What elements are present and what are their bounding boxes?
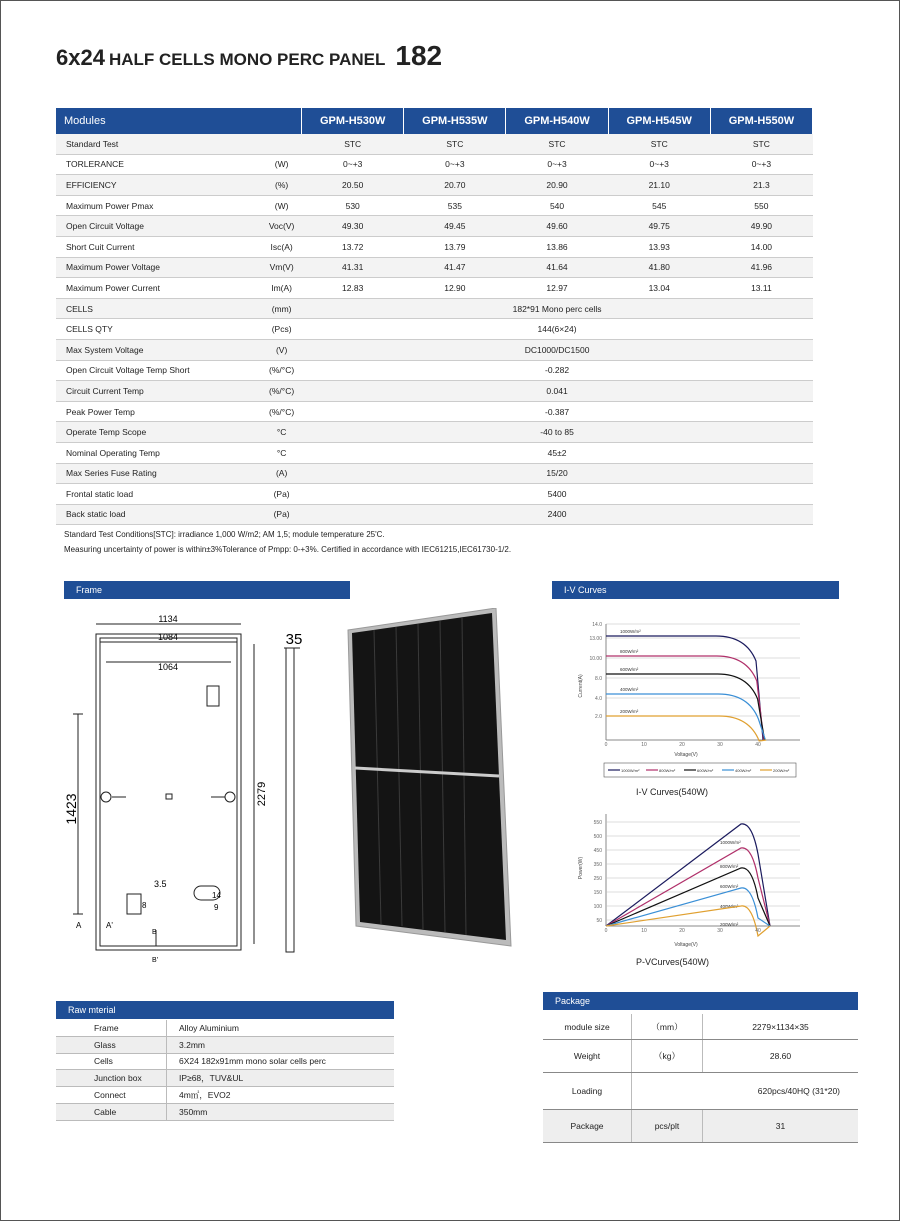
spec-value: 2400 — [302, 504, 813, 525]
spec-label: Short Cuit Current — [56, 236, 262, 257]
package-bar: Package — [543, 992, 858, 1010]
model-header: GPM-H545W — [608, 108, 710, 134]
spec-label: Frontal static load — [56, 484, 262, 505]
spec-value: 0~+3 — [404, 154, 506, 175]
legend-label: 800W/m² — [659, 768, 676, 773]
dim-small-a: 3.5 — [154, 879, 167, 889]
raw-row — [56, 1036, 394, 1053]
spec-value: 530 — [302, 195, 404, 216]
spec-value: 15/20 — [302, 463, 813, 484]
iv-xtick: 0 — [604, 742, 608, 748]
package-value: 31 — [703, 1110, 859, 1143]
iv-curve — [606, 716, 766, 741]
spec-value: 13.93 — [608, 236, 710, 257]
spec-row — [56, 298, 813, 319]
dim-width-inner: 1084 — [157, 632, 179, 642]
spec-value: 21.3 — [710, 175, 812, 196]
iv-ytick: 4.0 — [595, 696, 602, 702]
raw-value: IP≥68，TUV&UL — [167, 1070, 395, 1087]
pv-curve-label: 800W/m² — [720, 864, 739, 869]
pv-xtick: 10 — [641, 928, 647, 934]
spec-value: 13.86 — [506, 236, 608, 257]
raw-key: Cable — [56, 1103, 167, 1120]
spec-value: -40 to 85 — [302, 422, 813, 443]
spec-unit: (Pcs) — [262, 319, 302, 340]
spec-label: Operate Temp Scope — [56, 422, 262, 443]
mark-b2: B' — [152, 957, 159, 964]
dim-height-holes: 1423 — [63, 793, 79, 825]
spec-value: 0.041 — [302, 381, 813, 402]
spec-value: 41.31 — [302, 257, 404, 278]
spec-value: 13.11 — [710, 278, 812, 299]
spec-value: 12.83 — [302, 278, 404, 299]
title-prefix: 6x24 — [56, 45, 105, 70]
spec-label: Standard Test — [56, 134, 262, 154]
title-size: 182 — [395, 40, 443, 71]
spec-row — [56, 360, 813, 381]
package-unit: （mm） — [632, 1014, 703, 1040]
spec-value: 182*91 Mono perc cells — [302, 298, 813, 319]
mark-a: A — [76, 921, 82, 930]
spec-unit: (%/°C) — [262, 360, 302, 381]
spec-header-label: Modules — [56, 108, 302, 134]
dim-small-b: 8 — [142, 901, 147, 910]
spec-unit: (Pa) — [262, 504, 302, 525]
spec-unit: (V) — [262, 339, 302, 360]
spec-label: Circuit Current Temp — [56, 381, 262, 402]
iv-curve-label: 200W/m² — [620, 709, 639, 714]
spec-value: -0.282 — [302, 360, 813, 381]
raw-value: Alloy Aluminium — [167, 1020, 395, 1036]
raw-key: Connect — [56, 1087, 167, 1104]
spec-row — [56, 442, 813, 463]
legend-label: 200W/m² — [773, 768, 790, 773]
raw-key: Cells — [56, 1053, 167, 1070]
spec-value: 12.90 — [404, 278, 506, 299]
package-row — [543, 1110, 858, 1143]
spec-value: 550 — [710, 195, 812, 216]
package-value: 2279×1134×35 — [703, 1014, 859, 1040]
raw-row — [56, 1070, 394, 1087]
spec-value: 5400 — [302, 484, 813, 505]
panel-image — [346, 608, 516, 948]
spec-row — [56, 134, 813, 154]
spec-value: 41.80 — [608, 257, 710, 278]
package-value: 28.60 — [703, 1040, 859, 1073]
iv-xlabel: Voltage(V) — [674, 752, 698, 758]
pv-ytick: 50 — [596, 918, 602, 924]
legend-label: 1000W/m² — [621, 768, 640, 773]
spec-unit: Vm(V) — [262, 257, 302, 278]
spec-row — [56, 319, 813, 340]
package-key: Loading — [543, 1073, 632, 1110]
pv-curve — [606, 868, 770, 926]
package-key: Package — [543, 1110, 632, 1143]
iv-curve-label: 800W/m² — [620, 649, 639, 654]
spec-label: EFFICIENCY — [56, 175, 262, 196]
spec-row — [56, 236, 813, 257]
spec-unit: (W) — [262, 154, 302, 175]
iv-curve-label: 600W/m² — [620, 667, 639, 672]
spec-value: 540 — [506, 195, 608, 216]
spec-row — [56, 278, 813, 299]
pv-xlabel: Voltage(V) — [674, 942, 698, 948]
spec-value: 0~+3 — [608, 154, 710, 175]
model-header: GPM-H535W — [404, 108, 506, 134]
spec-value: STC — [302, 134, 404, 154]
iv-ytick: 13.00 — [589, 636, 602, 642]
spec-row — [56, 216, 813, 237]
model-header: GPM-H540W — [506, 108, 608, 134]
spec-header-row — [56, 108, 813, 134]
pv-xtick: 40 — [755, 928, 761, 934]
spec-value: 545 — [608, 195, 710, 216]
frame-outline — [96, 634, 241, 950]
title-text: HALF CELLS MONO PERC PANEL — [108, 50, 386, 69]
spec-value: 20.90 — [506, 175, 608, 196]
spec-row — [56, 175, 813, 196]
raw-row — [56, 1087, 394, 1104]
raw-value: 4m㎡，EVO2 — [167, 1087, 395, 1104]
spec-unit: Voc(V) — [262, 216, 302, 237]
raw-material-table — [56, 1020, 394, 1121]
raw-row — [56, 1053, 394, 1070]
spec-value: 0~+3 — [302, 154, 404, 175]
iv-xtick: 10 — [641, 742, 647, 748]
package-row — [543, 1014, 858, 1040]
spec-row — [56, 195, 813, 216]
spec-value: -0.387 — [302, 401, 813, 422]
pv-ytick: 150 — [593, 890, 602, 896]
pv-xtick: 0 — [604, 928, 608, 934]
pv-curve-label: 200W/m² — [720, 922, 739, 927]
iv-curve — [606, 674, 765, 740]
spec-value: 49.60 — [506, 216, 608, 237]
spec-value: 49.90 — [710, 216, 812, 237]
side-profile — [286, 648, 294, 952]
spec-label: Back static load — [56, 504, 262, 525]
legend-label: 600W/m² — [697, 768, 714, 773]
spec-row — [56, 257, 813, 278]
pv-ytick: 250 — [593, 876, 602, 882]
spec-value: 13.72 — [302, 236, 404, 257]
spec-row — [56, 463, 813, 484]
dim-width-total: 1134 — [158, 614, 178, 624]
dim-width-holes: 1064 — [157, 662, 179, 672]
package-key: module size — [543, 1014, 632, 1040]
test-notes — [64, 527, 511, 557]
package-key: Weight — [543, 1040, 632, 1073]
dim-height-total: 2279 — [256, 781, 268, 807]
spec-row — [56, 484, 813, 505]
iv-xtick: 20 — [679, 742, 685, 748]
spec-value: 41.64 — [506, 257, 608, 278]
spec-unit: (W) — [262, 195, 302, 216]
spec-unit: (%/°C) — [262, 401, 302, 422]
dim-small-c: 14 — [212, 891, 221, 900]
spec-unit: Isc(A) — [262, 236, 302, 257]
note-line: Measuring uncertainty of power is within±3%Tolerance of Pmpp: 0-+3%. Certified in accordance with IEC61215,IEC61730-1/2. — [64, 545, 512, 554]
spec-label: CELLS QTY — [56, 319, 262, 340]
iv-ytick: 2.0 — [595, 714, 602, 720]
spec-value: 20.70 — [404, 175, 506, 196]
raw-material-bar: Raw mterial — [56, 1001, 394, 1019]
mark-a2: A' — [106, 921, 113, 930]
spec-table — [56, 108, 813, 525]
raw-value: 3.2mm — [167, 1036, 395, 1053]
spec-row — [56, 401, 813, 422]
spec-value: 20.50 — [302, 175, 404, 196]
frame-drawing — [56, 604, 326, 964]
spec-value: STC — [404, 134, 506, 154]
iv-curve-label: 400W/m² — [620, 687, 639, 692]
package-unit: （kg） — [632, 1040, 703, 1073]
spec-value: STC — [710, 134, 812, 154]
package-row — [543, 1040, 858, 1073]
pv-curve — [606, 824, 770, 926]
spec-unit: (Pa) — [262, 484, 302, 505]
package-table — [543, 1014, 858, 1143]
note-line: Standard Test Conditions[STC]: irradiance 1,000 W/m2; AM 1,5; module temperature 25'C. — [64, 530, 385, 539]
dim-depth: 35 — [285, 631, 303, 648]
dim-small-d: 9 — [214, 903, 219, 912]
iv-xtick: 40 — [755, 742, 761, 748]
raw-key: Glass — [56, 1036, 167, 1053]
spec-value: 535 — [404, 195, 506, 216]
spec-label: Open Circuit Voltage Temp Short — [56, 360, 262, 381]
spec-label: Maximum Power Pmax — [56, 195, 262, 216]
spec-row — [56, 504, 813, 525]
pv-curve — [606, 906, 770, 936]
package-row — [543, 1073, 858, 1110]
raw-row — [56, 1020, 394, 1036]
frame-section-bar: Frame — [64, 581, 350, 599]
spec-unit: (%) — [262, 175, 302, 196]
spec-value: 12.97 — [506, 278, 608, 299]
pv-xtick: 20 — [679, 928, 685, 934]
raw-value: 6X24 182x91mm mono solar cells perc — [167, 1053, 395, 1070]
pv-ytick: 350 — [593, 862, 602, 868]
iv-ytick: 10.00 — [589, 656, 602, 662]
spec-value: 14.00 — [710, 236, 812, 257]
spec-label: Maximum Power Voltage — [56, 257, 262, 278]
spec-value: 144(6×24) — [302, 319, 813, 340]
spec-value: 49.30 — [302, 216, 404, 237]
spec-label: Peak Power Temp — [56, 401, 262, 422]
spec-label: TORLERANCE — [56, 154, 262, 175]
spec-label: CELLS — [56, 298, 262, 319]
pv-ylabel: Power(W) — [578, 856, 584, 880]
spec-value: 0~+3 — [506, 154, 608, 175]
spec-row — [56, 154, 813, 175]
spec-unit — [262, 134, 302, 154]
iv-curve — [606, 694, 765, 740]
spec-value: 45±2 — [302, 442, 813, 463]
model-header: GPM-H550W — [710, 108, 812, 134]
spec-value: 49.45 — [404, 216, 506, 237]
package-unit: pcs/plt — [632, 1110, 703, 1143]
spec-label: Nominal Operating Temp — [56, 442, 262, 463]
iv-ytick: 8.0 — [595, 676, 602, 682]
spec-unit: (mm) — [262, 298, 302, 319]
spec-label: Max Series Fuse Rating — [56, 463, 262, 484]
pv-ytick: 100 — [593, 904, 602, 910]
iv-xtick: 30 — [717, 742, 723, 748]
spec-unit: Im(A) — [262, 278, 302, 299]
spec-value: DC1000/DC1500 — [302, 339, 813, 360]
mark-b: B — [152, 929, 157, 936]
iv-curve-label: 1000W/m² — [620, 629, 641, 634]
iv-ylabel: Current(A) — [578, 674, 584, 698]
pv-caption: P-VCurves(540W) — [636, 957, 710, 967]
model-header: GPM-H530W — [302, 108, 404, 134]
spec-value: 49.75 — [608, 216, 710, 237]
pv-ytick: 450 — [593, 848, 602, 854]
page-title — [56, 40, 442, 72]
raw-value: 350mm — [167, 1103, 395, 1120]
spec-unit: °C — [262, 442, 302, 463]
spec-value: STC — [608, 134, 710, 154]
raw-row — [56, 1103, 394, 1120]
spec-row — [56, 381, 813, 402]
spec-unit: °C — [262, 422, 302, 443]
pv-curve-label: 1000W/m² — [720, 840, 741, 845]
pv-ytick: 500 — [593, 834, 602, 840]
spec-row — [56, 339, 813, 360]
spec-label: Open Circuit Voltage — [56, 216, 262, 237]
spec-value: STC — [506, 134, 608, 154]
pv-xtick: 30 — [717, 928, 723, 934]
iv-section-bar: I-V Curves — [552, 581, 839, 599]
package-value: 620pcs/40HQ (31*20) — [632, 1073, 859, 1110]
spec-label: Max System Voltage — [56, 339, 262, 360]
spec-unit: (A) — [262, 463, 302, 484]
spec-value: 13.79 — [404, 236, 506, 257]
spec-label: Maximum Power Current — [56, 278, 262, 299]
raw-key: Junction box — [56, 1070, 167, 1087]
spec-value: 41.96 — [710, 257, 812, 278]
raw-key: Frame — [56, 1020, 167, 1036]
spec-value: 21.10 — [608, 175, 710, 196]
iv-ytick: 14.0 — [592, 622, 602, 628]
pv-curve-label: 600W/m² — [720, 884, 739, 889]
legend-label: 400W/m² — [735, 768, 752, 773]
pv-curve-label: 400W/m² — [720, 904, 739, 909]
spec-unit: (%/°C) — [262, 381, 302, 402]
pv-ytick: 550 — [593, 820, 602, 826]
spec-value: 13.04 — [608, 278, 710, 299]
spec-value: 41.47 — [404, 257, 506, 278]
iv-caption: I-V Curves(540W) — [636, 787, 709, 797]
spec-row — [56, 422, 813, 443]
spec-value: 0~+3 — [710, 154, 812, 175]
